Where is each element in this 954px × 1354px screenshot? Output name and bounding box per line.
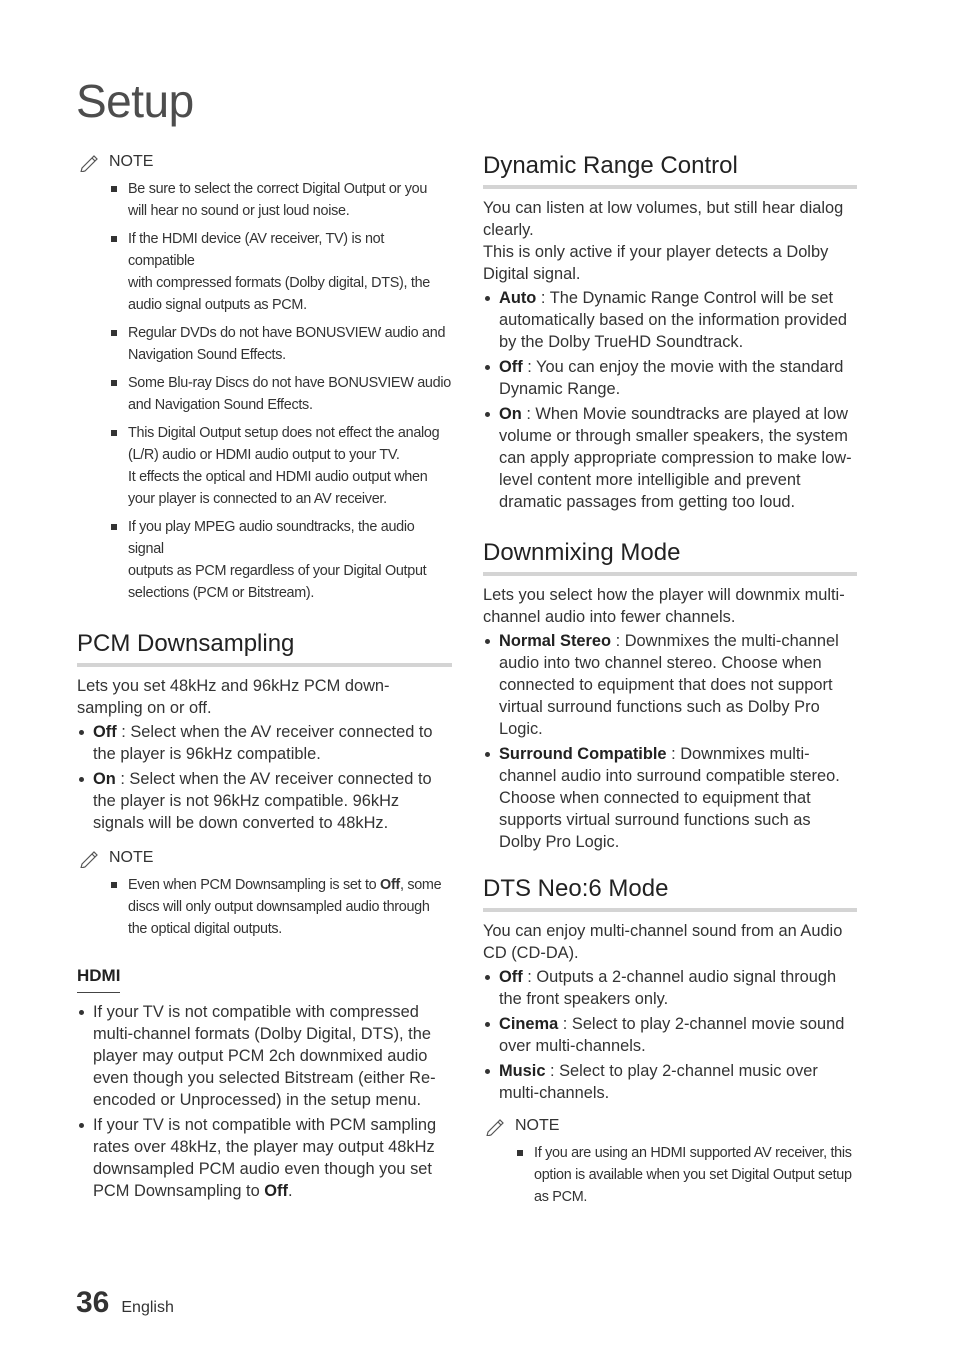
section-title: Dynamic Range Control — [483, 150, 857, 189]
option-list — [77, 721, 452, 834]
list-item: Normal Stereo : Downmixes the multi-channel audio into two channel stereo. Choose when connected to equipment that does not support virtual surround functions such as Dolby Pro Logic. — [483, 630, 857, 740]
note-item: Be sure to select the correct Digital Output or you will hear no sound or just loud noise. — [77, 178, 452, 222]
list-item: On : When Movie soundtracks are played at low volume or through smaller speakers, the system can apply appropriate compression to make low-level content more intelligible and prevent dramatic passages from getting too loud. — [483, 403, 857, 513]
list-item: Off : Outputs a 2-channel audio signal through the front speakers only. — [483, 966, 857, 1010]
section-intro: Lets you set 48kHz and 96kHz PCM down- sampling on or off. — [77, 677, 390, 717]
page-footer — [76, 1286, 174, 1320]
section-title: DTS Neo:6 Mode — [483, 873, 857, 912]
note-list — [483, 1142, 857, 1208]
note-block — [483, 1114, 857, 1208]
note-item: If you play MPEG audio soundtracks, the audio signal outputs as PCM regardless of your Digital Output selections (PCM or Bitstream). — [77, 516, 452, 604]
note-label: NOTE — [109, 153, 154, 170]
option-list — [483, 287, 857, 513]
list-item: On : Select when the AV receiver connected to the player is not 96kHz compatible. 96kHz signals will be down converted to 48kHz. — [77, 768, 452, 834]
list-item: Auto : The Dynamic Range Control will be set automatically based on the information provided by the Dolby TrueHD Soundtrack. — [483, 287, 857, 353]
pencil-icon — [79, 848, 101, 868]
option-list — [483, 630, 857, 853]
list-item: Music : Select to play 2-channel music over multi-channels. — [483, 1060, 857, 1104]
note-list — [77, 178, 452, 604]
pcm-section — [77, 628, 452, 940]
list-item: If your TV is not compatible with compressed multi-channel formats (Dolby Digital, DTS), the player may output PCM 2ch downmixed audio even though you selected Bitstream (either Re-encoded or Unprocessed) in the setup menu. — [77, 1001, 452, 1111]
note-list — [77, 874, 452, 940]
section-title: Downmixing Mode — [483, 537, 857, 576]
option-list — [483, 966, 857, 1104]
dts-section — [483, 873, 857, 1208]
drc-section — [483, 150, 857, 513]
note-item: Even when PCM Downsampling is set to Off, some discs will only output downsampled audio through the optical digital outputs. — [77, 874, 452, 940]
downmix-section — [483, 537, 857, 853]
page-number: 36 — [76, 1286, 110, 1319]
list-item: Surround Compatible : Downmixes multi-channel audio into surround compatible stereo. Choose when connected to equipment that supports virtual surround functions such as Dolby Pro Logic. — [483, 743, 857, 853]
section-intro: You can enjoy multi-channel sound from an Audio CD (CD-DA). — [483, 922, 843, 962]
section-title: PCM Downsampling — [77, 628, 452, 667]
left-column — [77, 150, 452, 1205]
note-block — [77, 846, 452, 940]
pencil-icon — [485, 1116, 507, 1136]
note-item: If you are using an HDMI supported AV receiver, this option is available when you set Digital Output setup as PCM. — [483, 1142, 857, 1208]
hdmi-list — [77, 1001, 452, 1202]
note-item: Regular DVDs do not have BONUSVIEW audio and Navigation Sound Effects. — [77, 322, 452, 366]
list-item: Off : Select when the AV receiver connected to the player is 96kHz compatible. — [77, 721, 452, 765]
section-intro: Lets you select how the player will downmix multi- channel audio into fewer channels. — [483, 586, 845, 626]
list-item: If your TV is not compatible with PCM sampling rates over 48kHz, the player may output 48kHz downsampled PCM audio even though you set PCM Downsampling to Off. — [77, 1114, 452, 1202]
note-item: Some Blu-ray Discs do not have BONUSVIEW audio and Navigation Sound Effects. — [77, 372, 452, 416]
page-language: English — [121, 1299, 174, 1316]
note-item: This Digital Output setup does not effect the analog (L/R) audio or HDMI audio output to your TV. It effects the optical and HDMI audio output when your player is connected to an AV receiver. — [77, 422, 452, 510]
list-item: Cinema : Select to play 2-channel movie sound over multi-channels. — [483, 1013, 857, 1057]
note-label: NOTE — [515, 1117, 560, 1134]
note-label: NOTE — [109, 849, 154, 866]
hdmi-section — [77, 964, 452, 1202]
note-heading — [485, 1114, 857, 1138]
list-item: Off : You can enjoy the movie with the standard Dynamic Range. — [483, 356, 857, 400]
page-title: Setup — [76, 75, 194, 127]
note-heading — [79, 150, 452, 174]
note-block — [77, 150, 452, 604]
right-column — [483, 150, 857, 1214]
note-item: If the HDMI device (AV receiver, TV) is not compatible with compressed formats (Dolby digital, DTS), the audio signal outputs as PCM. — [77, 228, 452, 316]
note-heading — [79, 846, 452, 870]
section-intro: You can listen at low volumes, but still hear dialog clearly. This is only active if your player detects a Dolby Digital signal. — [483, 199, 844, 283]
subsection-title: HDMI — [77, 964, 120, 993]
pencil-icon — [79, 152, 101, 172]
